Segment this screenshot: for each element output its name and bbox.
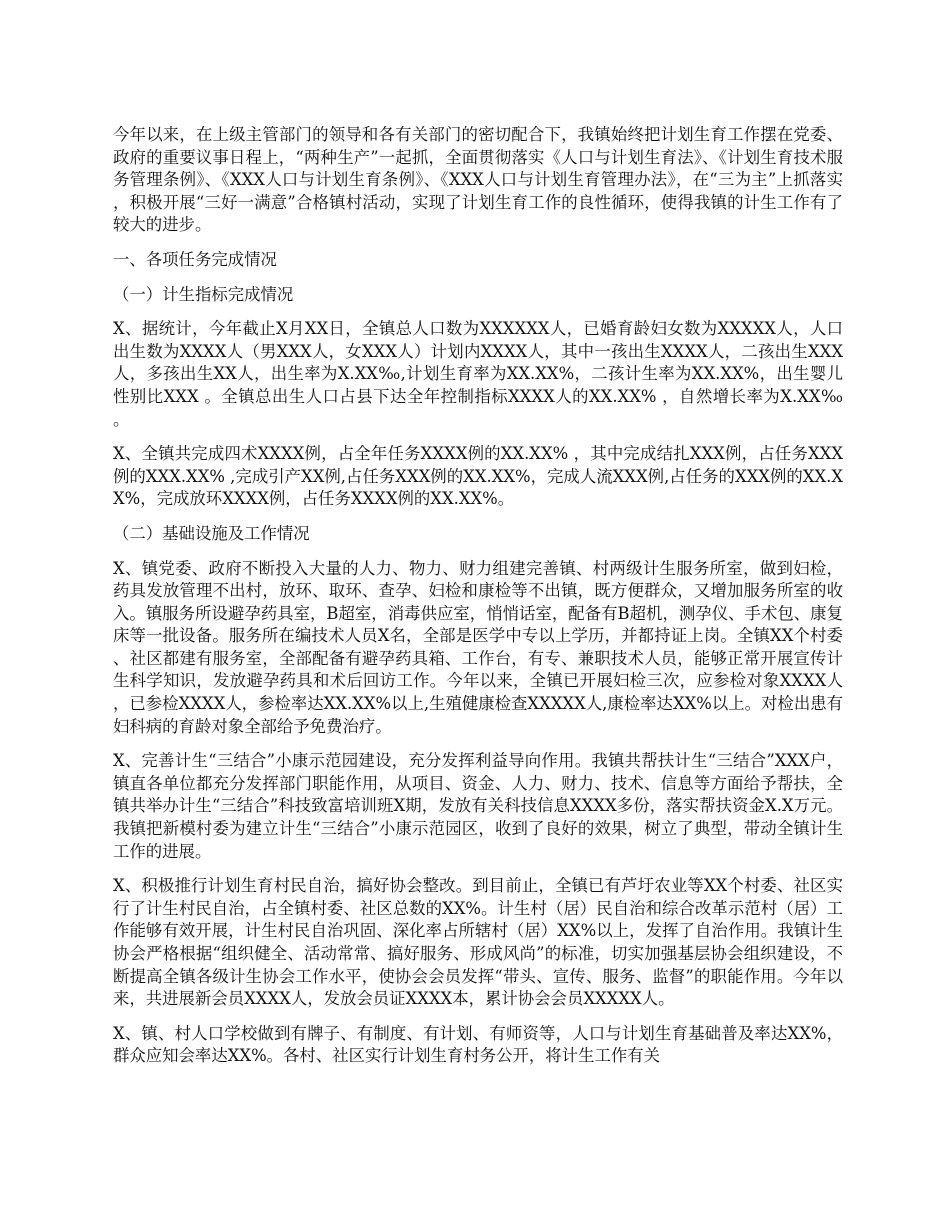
subsection-heading-infrastructure: （二）基础设施及工作情况 — [113, 523, 310, 543]
subsection-heading-indicators: （一）计生指标完成情况 — [113, 284, 294, 304]
paragraph-three-combinations: X、完善计生“三结合”小康示范园建设，充分发挥利益导向作用。我镇共帮扶计生“三结合”XXX户，镇直各单位都充分发挥部门职能作用，从项目、资金、人力、财力、技术、信息等方面给予帮扶，全镇共举办计生“三结合”科技致富培训班X期，发放有关科技信息XXXX多份，落实帮扶资金X.X万元。我镇把新模村委为建立计生“三结合”小康示范园区，收到了良好的效果，树立了典型，带动全镇计生工作的进展。 — [113, 751, 843, 861]
paragraph-service-stations: X、镇党委、政府不断投入大量的人力、物力、财力组建完善镇、村两级计生服务所室，做到妇检，药具发放管理不出村，放环、取环、查孕、妇检和康检等不出镇，既方便群众，又增加服务所室的收入。镇服务所设避孕药具室，B超室，消毒供应室，悄悄话室，配备有B超机，测孕仪、手术包、康复床等一批设备。服务所在编技术人员X名，全部是医学中专以上学历，并都持证上岗。全镇XX个村委、社区都建有服务室，全部配备有避孕药具箱、工作台，有专、兼职技术人员，能够正常开展宣传计生科学知识，发放避孕药具和术后回访工作。今年以来，全镇已开展妇检三次，应参检对象XXXX人，已参检XXXX人，参检率达XX.XX%以上,生殖健康检查XXXXX人,康检率达XX%以上。对检出患有妇科病的育龄对象全部给予免费治疗。 — [113, 558, 843, 736]
paragraph-population-statistics: X、据统计，今年截止X月XX日，全镇总人口数为XXXXXX人，已婚育龄妇女数为XXXXX人，人口出生数为XXXX人（男XXX人，女XXX人）计划内XXXX人，其中一孩出生XXXX人，二孩出生XXX人，多孩出生XX人，出生率为X.XX‰,计划生育率为XX.XX%，二孩计生率为XX.XX%，出生婴儿性别比XXX 。全镇总出生人口占县下达全年控制指标XXXX人的XX.XX% ，自然增长率为X.XX‰ 。 — [113, 319, 843, 429]
intro-paragraph: 今年以来，在上级主管部门的领导和各有关部门的密切配合下，我镇始终把计划生育工作摆在党委、政府的重要议事日程上，“两种生产”一起抓，全面贯彻落实《人口与计划生育法》、《计划生育技术服务管理条例》、《XXX人口与计划生育条例》、《XXX人口与计划生育管理办法》，在“三为主”上抓落实，积极开展“三好一满意”合格镇村活动，实现了计划生育工作的良性循环，使得我镇的计生工作有了较大的进步。 — [113, 125, 843, 235]
paragraph-population-schools: X、镇、村人口学校做到有牌子、有制度、有计划、有师资等，人口与计划生育基础普及率达XX%，群众应知会率达XX%。各村、社区实行计划生育村务公开，将计生工作有关 — [113, 1023, 843, 1066]
paragraph-villager-autonomy: X、积极推行计划生育村民自治，搞好协会整改。到目前止，全镇已有芦圩农业等XX个村委、社区实行了计生村民自治，占全镇村委、社区总数的XX%。计生村（居）民自治和综合改革示范村（居）工作能够有效开展，计生村民自治巩固、深化率占所辖村（居）XX%以上，发挥了自治作用。我镇计生协会严格根据“组织健全、活动常常、搞好服务、形成风尚”的标准，切实加强基层协会组织建设，不断提高全镇各级计生协会工作水平，使协会会员发挥“带头、宣传、服务、监督”的职能作用。今年以来，共进展新会员XXXX人，发放会员证XXXX本，累计协会会员XXXXX人。 — [113, 876, 843, 1009]
section-heading-task-completion: 一、各项任务完成情况 — [113, 249, 277, 269]
document-page — [113, 124, 843, 1080]
paragraph-surgery-statistics: X、全镇共完成四术XXXX例，占全年任务XXXX例的XX.XX% ，其中完成结扎XXX例，占任务XXX例的XXX.XX% ,完成引产XX例,占任务XXX例的XX.XX%，完成人流XXX例,占任务的XXX例的XX.XX%，完成放环XXXX例，占任务XXXX例的XX.XX%。 — [113, 444, 843, 509]
